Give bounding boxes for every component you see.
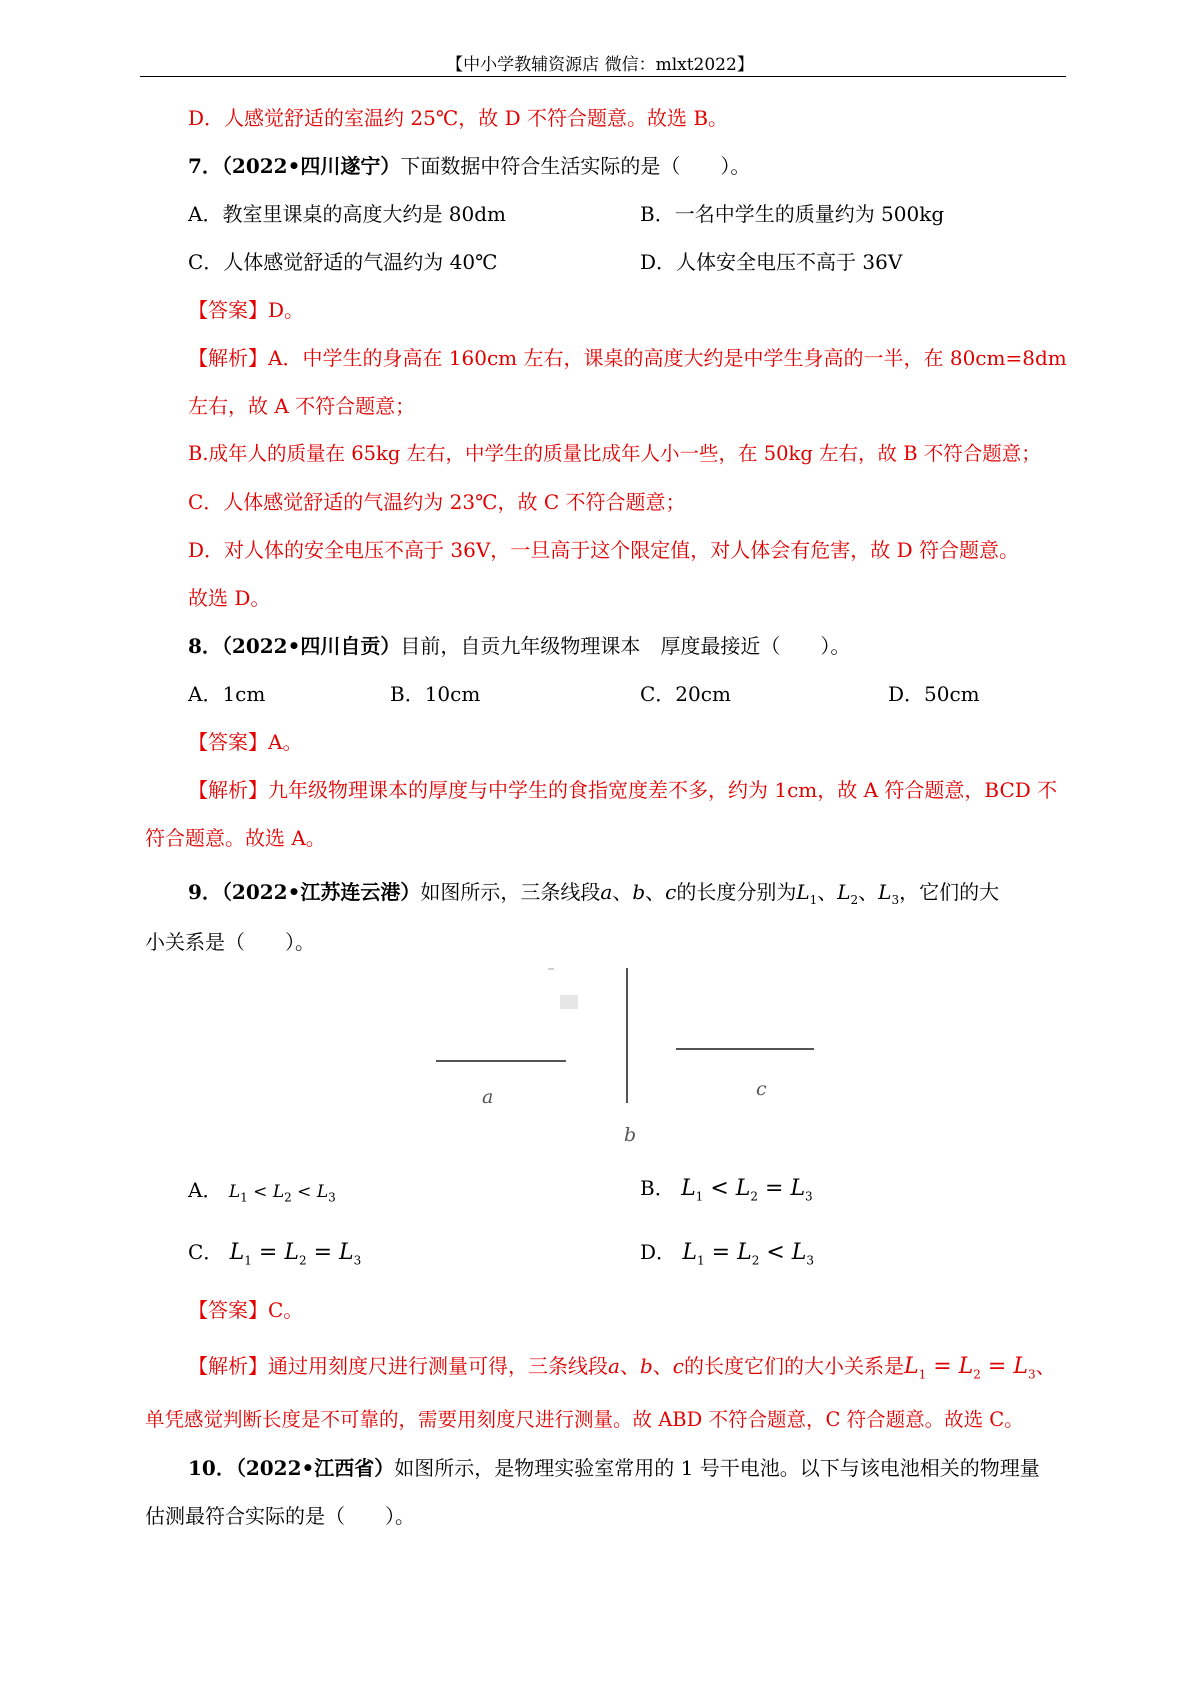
q10-question-line2: 估测最符合实际的是（ ）。 [145, 1504, 415, 1528]
q8-option-a: A．1cm [188, 682, 266, 706]
q7-option-a: A．教室里课桌的高度大约是 80dm [188, 202, 507, 226]
segment-a [436, 1060, 566, 1062]
page-header: 【中小学教辅资源店 微信：mlxt2022】 [446, 55, 754, 75]
q8-option-b: B．10cm [390, 682, 481, 706]
q7-explanation-4: C．人体感觉舒适的气温约为 23℃，故 C 不符合题意； [188, 490, 686, 514]
q7-question: 下面数据中符合生活实际的是（ ）。 [400, 154, 751, 178]
q7-option-c: C．人体感觉舒适的气温约为 40℃ [188, 250, 498, 274]
prev-explanation-d: D．人感觉舒适的室温约 25℃，故 D 不符合题意。故选 B。 [188, 106, 729, 130]
q7-explanation-2: 左右，故 A 不符合题意； [188, 394, 416, 418]
q7-explanation-1: 【解析】A．中学生的身高在 160cm 左右，课桌的高度大约是中学生身高的一半，在 80cm=8dm [188, 346, 1067, 370]
q7-explanation-6: 故选 D。 [188, 586, 271, 610]
q7-explanation-5: D．对人体的安全电压不高于 36V，一旦高于这个限定值，对人体会有危害，故 D 符合题意。 [188, 538, 1020, 562]
q9-question-line2: 小关系是（ ）。 [145, 930, 315, 954]
q8-stem [188, 630, 850, 659]
q9-option-a: A． $L_1 < L_2 < L_3$ [188, 1178, 336, 1205]
q8-source: 8．（2022•四川自贡） [188, 634, 401, 658]
q7-stem [188, 150, 750, 179]
q9-stem: 9．（2022•江苏连云港）如图所示，三条线段a、b、c的长度分别为$L_1$、$L_2$、$L_3$，它们的大 [188, 880, 1000, 907]
q10-question: 如图所示，是物理实验室常用的 1 号干电池。以下与该电池相关的物理量 [394, 1456, 1040, 1480]
q9-option-d: D． $L_1 = L_2 < L_3$ [640, 1240, 815, 1268]
q9-question-part2: 的长度分别为 [676, 880, 797, 904]
segment-c-label: c [756, 1078, 767, 1100]
q8-answer: 【答案】A。 [188, 730, 303, 754]
segment-c [676, 1048, 814, 1050]
q7-source: 7．（2022•四川遂宁） [188, 154, 401, 178]
q8-option-c: C．20cm [640, 682, 731, 706]
q9-option-b: B． $L_1 < L_2 = L_3$ [640, 1176, 813, 1204]
q10-stem [188, 1452, 1040, 1481]
q7-option-d: D．人体安全电压不高于 36V [640, 250, 903, 274]
q8-option-d: D．50cm [888, 682, 980, 706]
q9-answer: 【答案】C。 [188, 1298, 304, 1322]
q9-question-part1: 如图所示，三条线段 [420, 880, 601, 904]
q9-question-part3: ，它们的大 [899, 880, 1000, 904]
q10-source: 10．（2022•江西省） [188, 1456, 395, 1480]
q9-option-c: C． $L_1 = L_2 = L_3$ [188, 1240, 362, 1268]
q8-explanation-1: 【解析】九年级物理课本的厚度与中学生的食指宽度差不多，约为 1cm，故 A 符合题意，BCD 不 [188, 778, 1058, 802]
q9-explanation-2: 单凭感觉判断长度是不可靠的，需要用刻度尺进行测量。故 ABD 不符合题意，C 符合题意。故选 C。 [145, 1408, 1024, 1431]
q7-explanation-3: B.成年人的质量在 65kg 左右，中学生的质量比成年人小一些，在 50kg 左右，故 B 不符合题意； [188, 442, 1041, 465]
q9-explanation-1: 【解析】通过用刻度尺进行测量可得，三条线段a、b、c的长度它们的大小关系是$L_1 = L_2 = L_3$、 [188, 1354, 1056, 1382]
segment-a-label: a [482, 1086, 494, 1108]
q9-source: 9．（2022•江苏连云港） [188, 880, 421, 904]
q8-explanation-2: 符合题意。故选 A。 [145, 826, 326, 850]
q7-option-b: B．一名中学生的质量约为 500kg [640, 202, 945, 226]
q8-question: 目前，自贡九年级物理课本 厚度最接近（ ）。 [400, 634, 851, 658]
header-rule [140, 76, 1066, 77]
q7-answer: 【答案】D。 [188, 298, 305, 322]
segment-b [626, 968, 628, 1103]
segment-b-label: b [624, 1124, 637, 1146]
